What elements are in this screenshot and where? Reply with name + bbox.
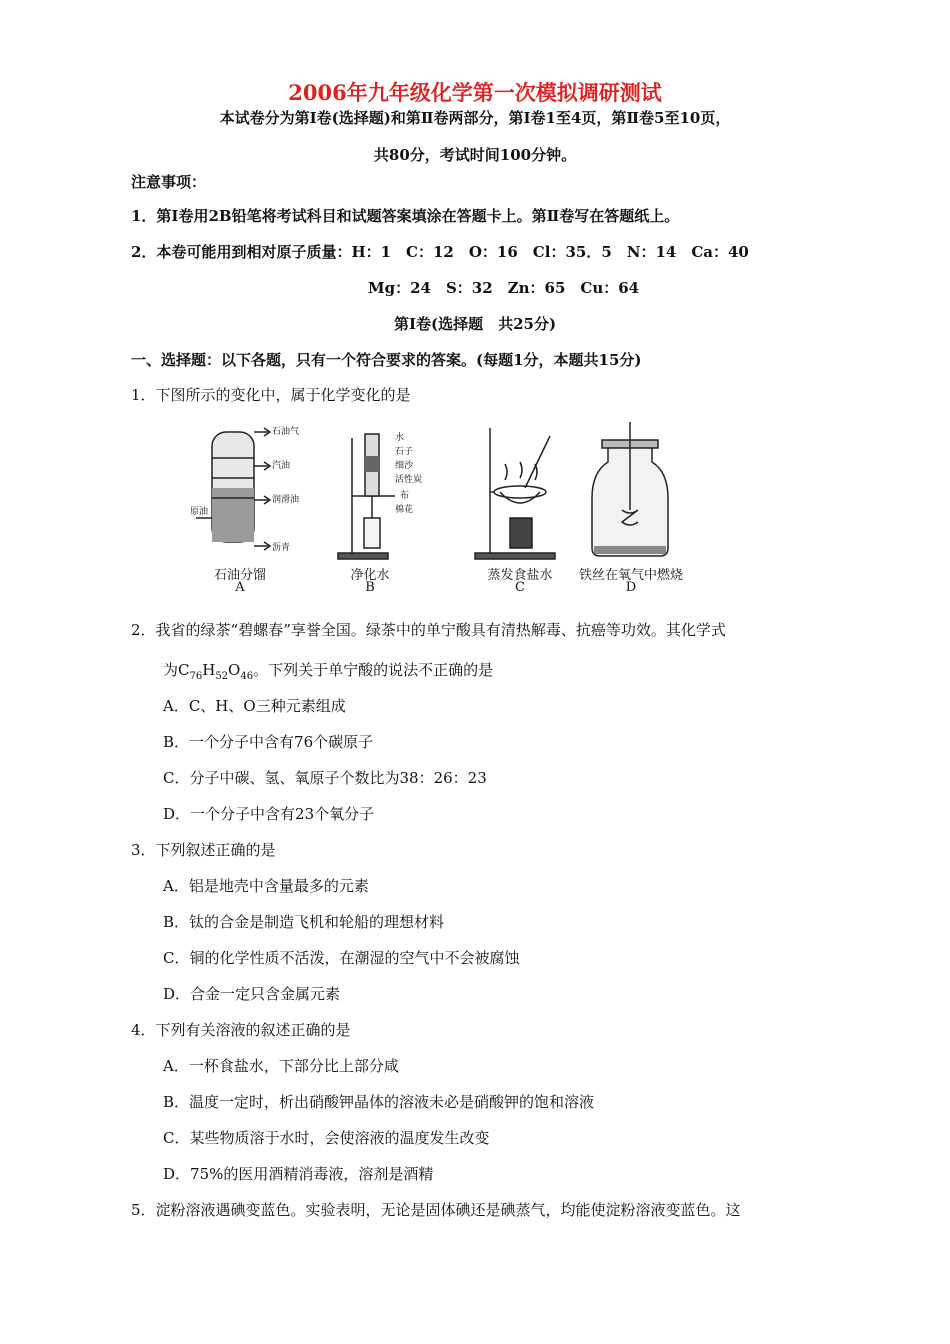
label-gasoline: 汽油 [272,461,291,471]
question-2-stem-line-1: 2．我省的绿茶“碧螺春”享誉全国。绿茶中的单宁酸具有清热解毒、抗癌等功效。其化学式 [131,621,726,639]
question-4-option-b: B．温度一定时，析出硝酸钾晶体的溶液未必是硝酸钾的饱和溶液 [163,1093,595,1111]
formula-subscript-h: 52 [215,671,229,682]
note-item-2: 2．本卷可能用到相对原子质量：H：1 C：12 O：16 Cl：35．5 N：14 Ca：40 [131,243,749,261]
note-item-2-continued: Mg：24 S：32 Zn：65 Cu：64 [368,279,640,297]
question-3-option-d: D．合金一定只含金属元素 [163,985,341,1003]
formula-h: H [202,661,216,679]
question-2-option-d: D．一个分子中含有23个氧分子 [163,805,375,823]
iron-wire-burning-drawing [592,422,668,556]
question-4-option-d: D．75%的医用酒精消毒液，溶剂是酒精 [163,1165,434,1183]
question-2-stem-suffix: 。下列关于单宁酸的说法不正确的是 [253,661,494,679]
label-crude-oil: 原油 [190,507,209,517]
figure-c-caption: 蒸发食盐水 [487,568,553,583]
question-2-option-c: C．分子中碳、氢、氧原子个数比为38：26：23 [163,769,487,787]
label-cotton: 棉花 [395,505,414,515]
evaporation-drawing [475,428,555,559]
question-2-stem-line-2 [163,660,493,687]
question-3-option-b: B．钛的合金是制造飞机和轮船的理想材料 [163,913,445,931]
question-5-stem: 5．淀粉溶液遇碘变蓝色。实验表明，无论是固体碘还是碘蒸气，均能使淀粉溶液变蓝色。这 [131,1201,741,1219]
figure-b-letter: B [365,580,375,595]
question-4-option-c: C．某些物质溶于水时，会使溶液的温度发生改变 [163,1129,490,1147]
exam-title: 2006年九年级化学第一次模拟调研测试 [288,80,662,105]
question-4-option-a: A．一杯食盐水，下部分比上部分咸 [163,1057,399,1075]
water-purifier-drawing [338,434,395,559]
label-petroleum-gas: 石油气 [272,427,300,437]
note-item-1: 1．第Ⅰ卷用2B铅笔将考试科目和试题答案填涂在答题卡上。第Ⅱ卷写在答题纸上。 [131,207,680,225]
figure-d-letter: D [625,580,637,595]
question-3-option-c: C．铜的化学性质不活泼，在潮湿的空气中不会被腐蚀 [163,949,520,967]
label-lubricating-oil: 润滑油 [272,495,300,505]
label-asphalt: 沥青 [272,543,291,553]
question-2-option-a: A．C、H、O三种元素组成 [163,697,346,715]
formula-prefix: 为C [163,661,190,679]
notes-heading: 注意事项： [131,173,207,191]
figure-a-letter: A [235,580,245,595]
intro-line-2: 共80分，考试时间100分钟。 [373,146,577,164]
question-1-stem: 1．下图所示的变化中，属于化学变化的是 [131,386,411,404]
formula-subscript-c: 76 [189,671,203,682]
part1-heading: 第Ⅰ卷(选择题 共25分) [393,315,557,333]
formula-o: O [228,661,241,679]
section-heading: 一、选择题：以下各题，只有一个符合要求的答案。(每题1分，本题共15分) [131,351,642,369]
label-water: 水 [395,433,405,443]
question-2-option-b: B．一个分子中含有76个碳原子 [163,733,374,751]
label-activated-carbon: 活性炭 [395,475,423,485]
question-1-figure [190,418,730,598]
figure-b-caption: 净化水 [350,568,390,583]
question-3-option-a: A．铝是地壳中含量最多的元素 [163,877,369,895]
label-cloth: 布 [400,491,410,501]
fractionating-column-drawing [196,428,270,550]
question-3-stem: 3．下列叙述正确的是 [131,841,276,859]
intro-line-1: 本试卷分为第Ⅰ卷(选择题)和第Ⅱ卷两部分，第Ⅰ卷1至4页，第Ⅱ卷5至10页， [219,109,731,127]
question-4-stem: 4．下列有关溶液的叙述正确的是 [131,1021,351,1039]
figure-c-letter: C [515,580,525,595]
formula-subscript-o: 46 [240,671,254,682]
figure-d-caption: 铁丝在氧气中燃烧 [578,568,683,583]
figure-a-caption: 石油分馏 [213,568,266,583]
label-pebbles: 石子 [395,447,414,457]
label-fine-sand: 细沙 [395,461,414,471]
